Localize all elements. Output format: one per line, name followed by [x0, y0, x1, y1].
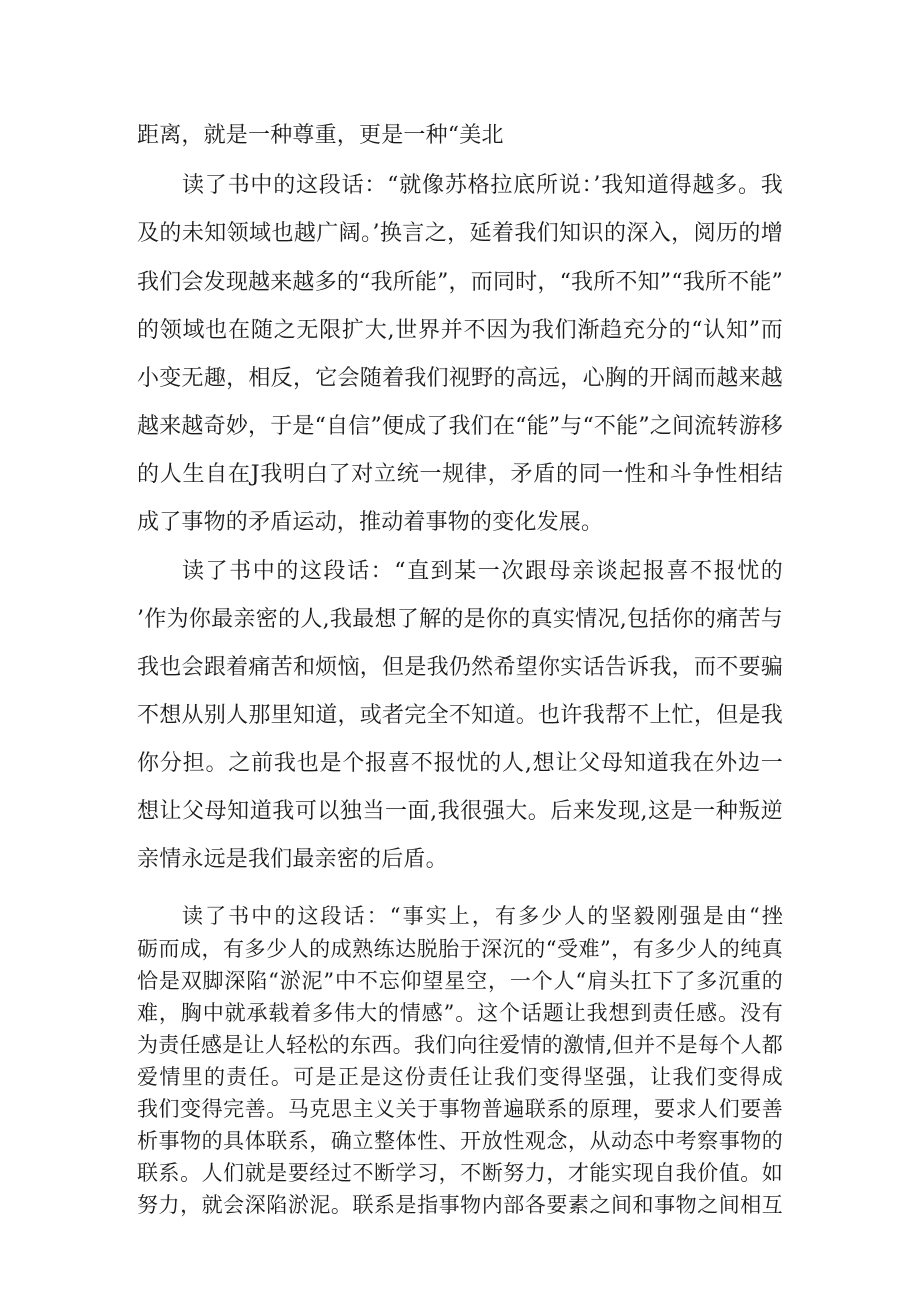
paragraph-line: 我们变得完善。马克思主义关于事物普遍联系的原理，要求人们要善 — [137, 1097, 783, 1121]
paragraph-line: 我们会发现越来越多的“我所能”，而同时，“我所不知”“我所不能” — [137, 270, 783, 295]
paragraph-line: 恰是双脚深陷“淤泥”中不忘仰望星空，一个人“肩头扛下了多沉重的 — [137, 969, 783, 993]
paragraph-line: 读了书中的这段话：“事实上，有多少人的坚毅刚强是由“挫 — [182, 904, 783, 928]
paragraph-line: 的领域也在随之无限扩大,世界并不因为我们渐趋充分的“认知”而 — [137, 318, 783, 343]
paragraph-line: 析事物的具体联系，确立整体性、开放性观念，从动态中考察事物的 — [137, 1129, 783, 1153]
paragraph-line: 不想从别人那里知道，或者完全不知道。也许我帮不上忙，但是我 — [137, 703, 783, 728]
paragraph-line: ’作为你最亲密的人,我最想了解的是你的真实情况,包括你的痛苦与 — [137, 607, 783, 632]
paragraph-line: 读了书中的这段话：“直到某一次跟母亲谈起报喜不报忧的 — [182, 559, 783, 584]
paragraph-line: 读了书中的这段话：“就像苏格拉底所说：’我知道得越多。我 — [182, 173, 783, 198]
paragraph-line: 成了事物的矛盾运动，推动着事物的变化发展。 — [137, 510, 604, 535]
paragraph-line: 的人生自在J我明白了对立统一规律，矛盾的同一性和斗争性相结 — [137, 462, 783, 487]
paragraph-line: 小变无趣，相反，它会随着我们视野的高远，心胸的开阔而越来越 — [137, 366, 783, 391]
paragraph-line: 你分担。之前我也是个报喜不报忧的人,想让父母知道我在外边一 — [137, 751, 783, 776]
paragraph-line: 亲情永远是我们最亲密的后盾。 — [137, 847, 448, 872]
paragraph-line: 砺而成，有多少人的成熟练达脱胎于深沉的“受难”，有多少人的纯真 — [137, 937, 783, 961]
paragraph-line: 为责任感是让人轻松的东西。我们向往爱情的激情,但并不是每个人都 — [137, 1033, 783, 1057]
paragraph-line: 及的未知领域也越广阔。’换言之，延着我们知识的深入，阅历的增 — [137, 221, 783, 246]
paragraph-line: 难，胸中就承载着多伟大的情感”。这个话题让我想到责任感。没有 — [137, 1001, 783, 1025]
paragraph-line: 越来越奇妙，于是“自信”便成了我们在“能”与“不能”之间流转游移 — [137, 414, 783, 439]
paragraph-line: 联系。人们就是要经过不断学习，不断努力，才能实现自我价值。如 — [137, 1161, 783, 1185]
paragraph-line: 爱情里的责任。可是正是这份责任让我们变得坚强，让我们变得成 — [137, 1065, 783, 1089]
paragraph-line: 我也会跟着痛苦和烦恼，但是我仍然希望你实话告诉我，而不要骗 — [137, 655, 783, 680]
paragraph-line: 距离，就是一种尊重，更是一种“美北 — [137, 123, 504, 148]
paragraph-line: 努力，就会深陷淤泥。联系是指事物内部各要素之间和事物之间相互 — [137, 1193, 783, 1217]
paragraph-line: 想让父母知道我可以独当一面,我很强大。后来发现,这是一种叛逆 — [137, 799, 783, 824]
